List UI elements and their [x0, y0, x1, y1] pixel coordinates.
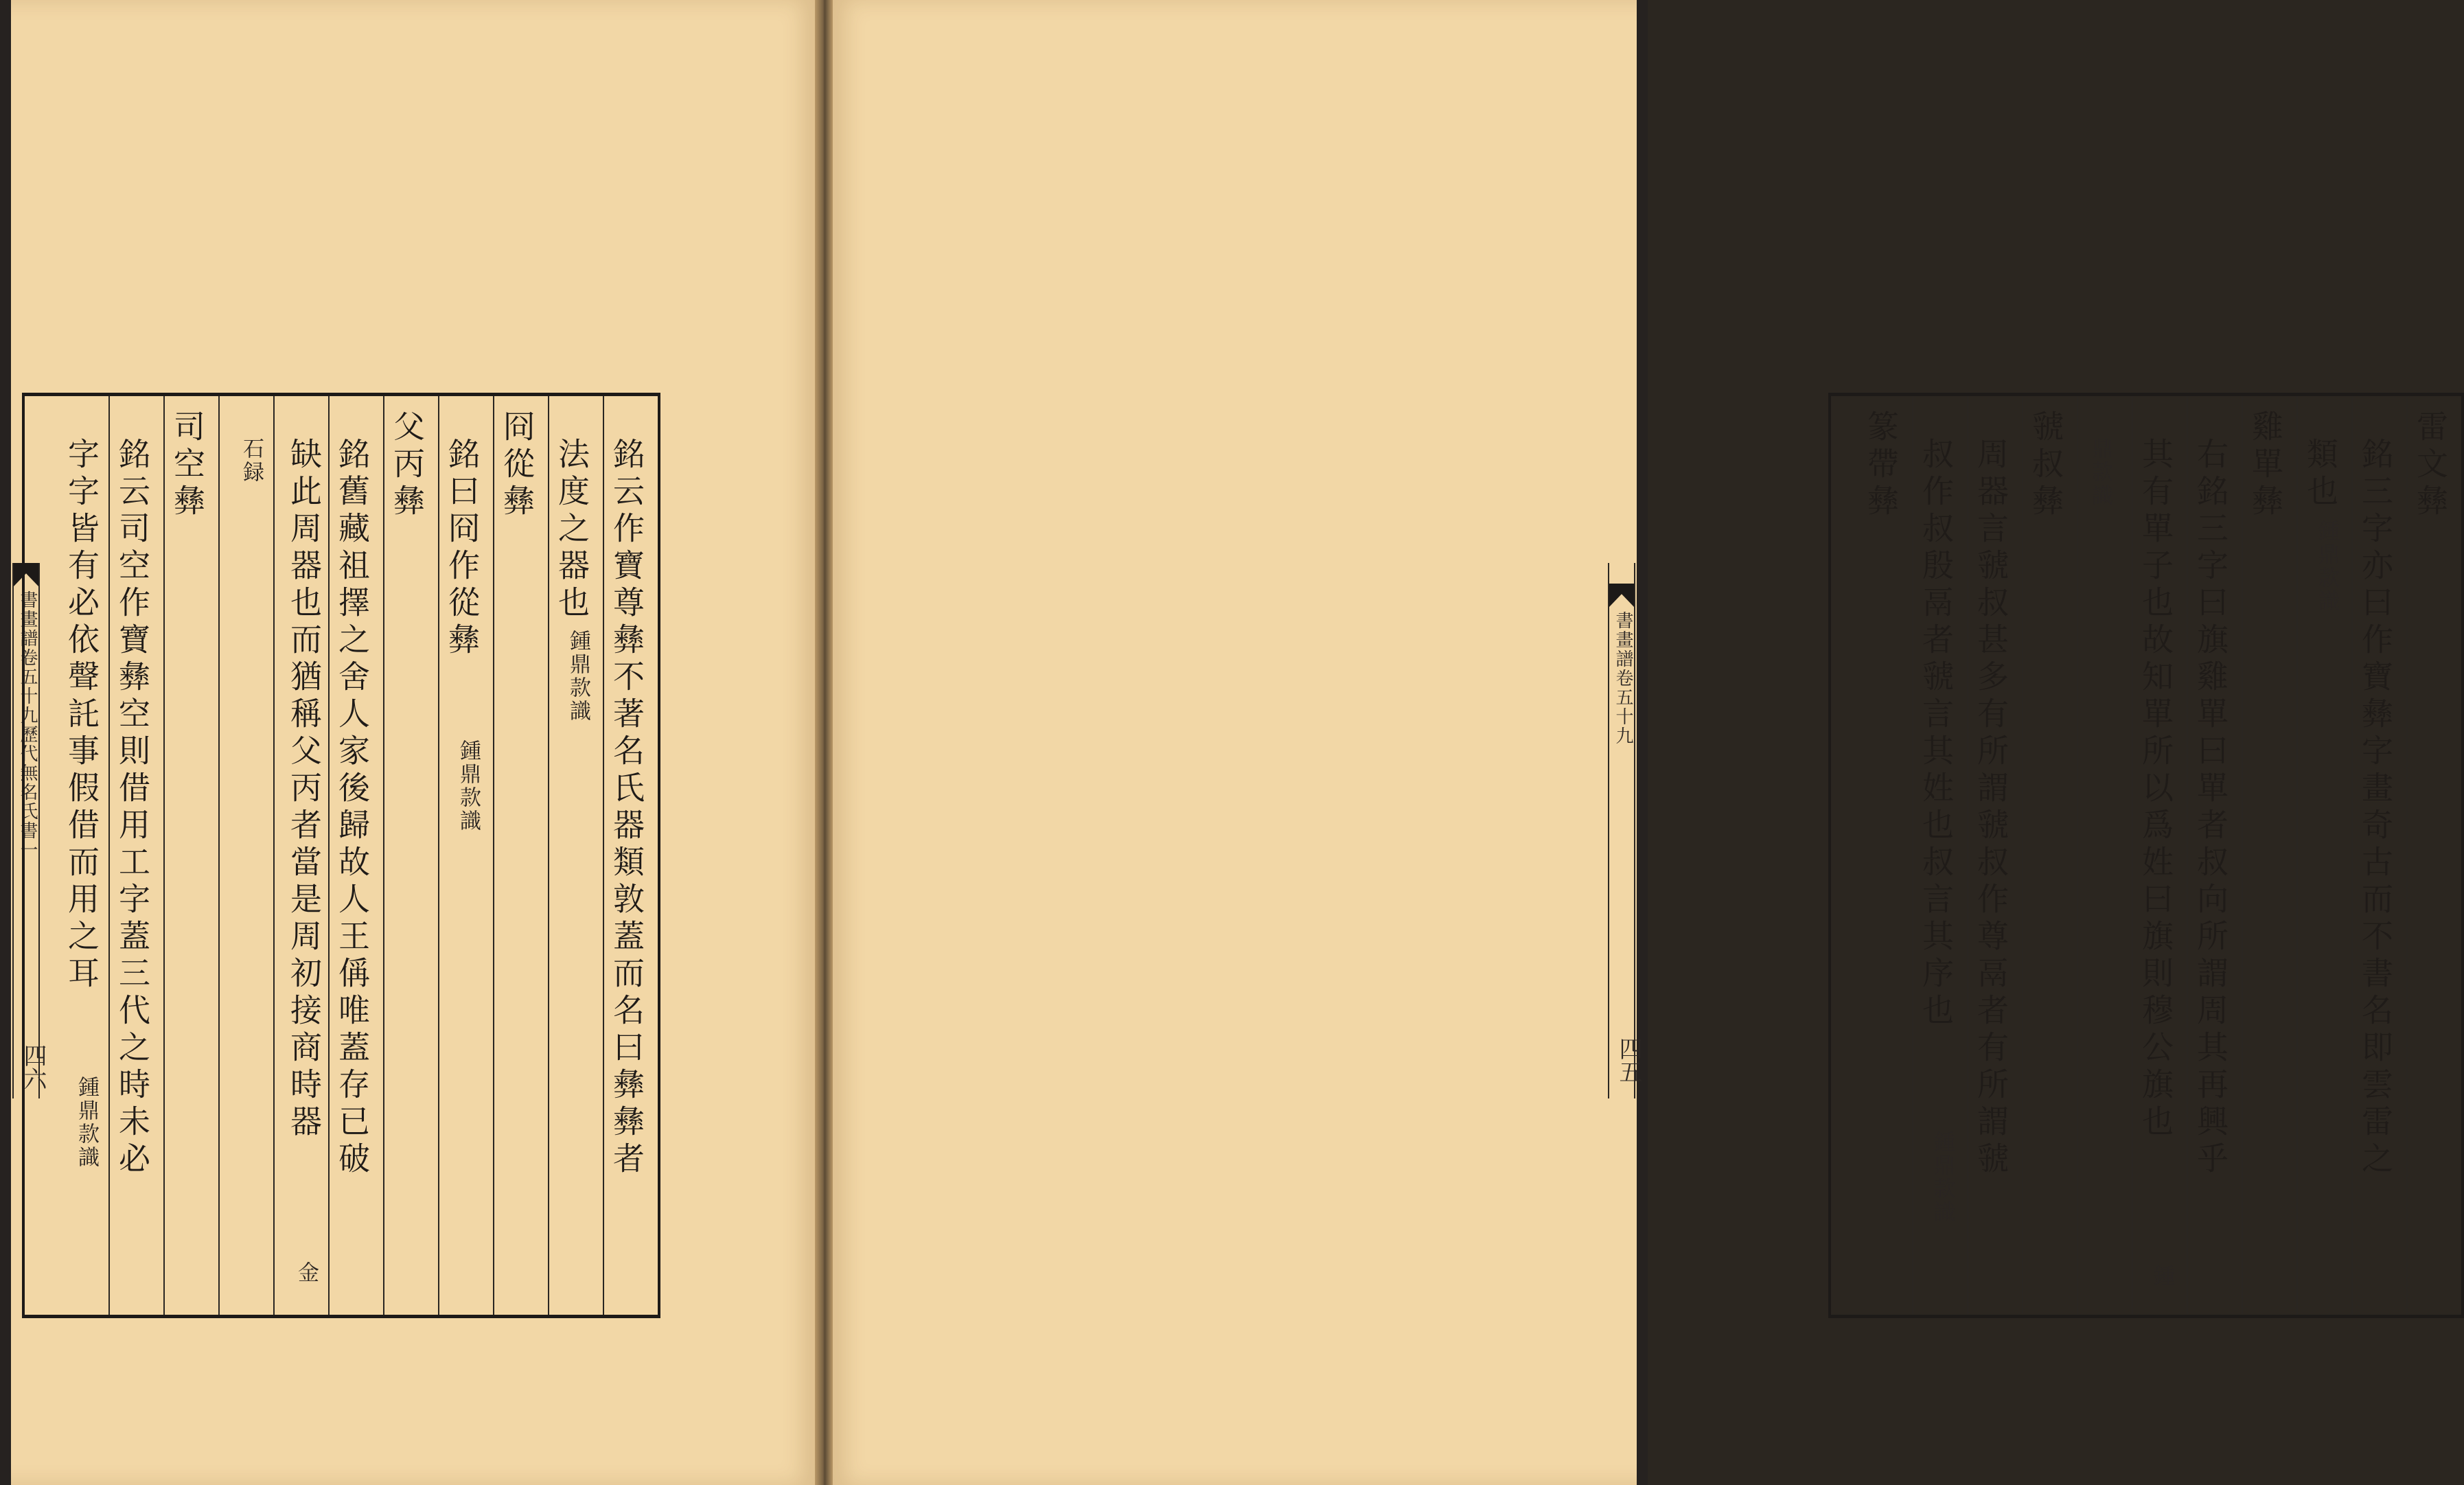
- source-note: 鍾鼎款識: [1930, 1131, 1955, 1224]
- item-heading: 冏從彝: [498, 410, 536, 521]
- book-edge-left: [0, 0, 11, 1485]
- source-note: 鍾鼎款識: [566, 630, 590, 723]
- column-rule: [438, 396, 439, 1315]
- column-rule: [2132, 396, 2133, 1315]
- left-page-number: 四六: [19, 1044, 47, 1090]
- column-rule: [108, 396, 110, 1315]
- source-note: 鍾鼎款識: [2314, 520, 2339, 613]
- column-rule: [2077, 396, 2078, 1315]
- text-column: 右銘三字曰旗雞單曰單者叔向所謂周其再興乎: [2192, 437, 2229, 1179]
- book-gutter: [815, 0, 833, 1485]
- source-note: 鍾鼎款識: [74, 1076, 99, 1169]
- item-heading: 篆帶彝: [1863, 410, 1900, 521]
- right-spine-strip: [1608, 563, 1642, 1098]
- right-spine-title: 書畫譜卷五十九: [1613, 611, 1633, 746]
- source-note: 鍾: [2150, 1265, 2174, 1288]
- column-rule: [493, 396, 494, 1315]
- column-rule: [163, 396, 165, 1315]
- column-rule: [2187, 396, 2188, 1315]
- column-rule: [548, 396, 549, 1315]
- column-rule: [603, 396, 604, 1315]
- text-column: 銘舊藏祖擇之舍人家後歸故人王偁唯蓋存已破: [334, 437, 371, 1179]
- text-column: 周器言虢叔甚多有所謂虢叔作尊鬲者有所謂虢: [1972, 437, 2010, 1179]
- text-column: 缺此周器也而猶稱父丙者當是周初接商時器: [286, 437, 323, 1142]
- left-page: [0, 0, 815, 1485]
- item-heading: 司空彝: [169, 410, 206, 521]
- item-heading: 父丙彝: [389, 410, 426, 521]
- left-spine-title: 書畫譜卷五十九歷代無名氏書一: [17, 590, 38, 860]
- column-rule: [328, 396, 330, 1315]
- column-rule: [2242, 396, 2243, 1315]
- text-column: 法度之器也: [553, 437, 590, 623]
- right-page-number: 四五: [1615, 1037, 1642, 1083]
- item-heading: 雞單彝: [2247, 410, 2284, 521]
- text-column: 銘三字亦曰作寶彝字畫奇古而不書名即雲雷之: [2357, 437, 2394, 1179]
- text-column: 字字皆有必依聲託事假借而用之耳: [63, 437, 100, 993]
- book-edge-right: [1637, 0, 1648, 1485]
- column-rule: [2406, 396, 2408, 1315]
- left-text-frame: [22, 393, 660, 1318]
- text-column: 銘曰冏作從彝: [444, 437, 481, 660]
- fish-tail-mark-icon: [1609, 584, 1634, 607]
- source-note: 鍾鼎款識: [456, 739, 481, 833]
- text-column: 銘云司空作寶彝空則借用工字蓋三代之時未必: [114, 437, 151, 1179]
- column-rule: [273, 396, 275, 1315]
- item-heading: 虢叔彝: [2027, 410, 2064, 521]
- source-note: 金: [294, 1261, 319, 1285]
- text-column: 類也: [2302, 437, 2339, 511]
- column-rule: [1912, 396, 1913, 1315]
- column-rule: [383, 396, 384, 1315]
- source-note: 石録: [239, 437, 264, 484]
- column-rule: [1967, 396, 1968, 1315]
- column-rule: [218, 396, 220, 1315]
- text-column: 其有單子也故知單所以爲姓曰旗則穆公旗也: [2137, 437, 2174, 1142]
- right-page: [833, 0, 2449, 1485]
- source-note: 鼎款識: [2088, 437, 2112, 507]
- text-column: 叔作叔殷鬲者虢言其姓也叔言其序也: [1918, 437, 1955, 1031]
- right-text-frame: [1828, 393, 2464, 1318]
- text-column: 銘云作寶尊彝不著名氏器類敦蓋而名曰彝彝者: [608, 437, 645, 1179]
- column-rule: [2296, 396, 2298, 1315]
- item-heading: 雷文彝: [2412, 410, 2449, 521]
- column-rule: [2022, 396, 2023, 1315]
- column-rule: [2351, 396, 2353, 1315]
